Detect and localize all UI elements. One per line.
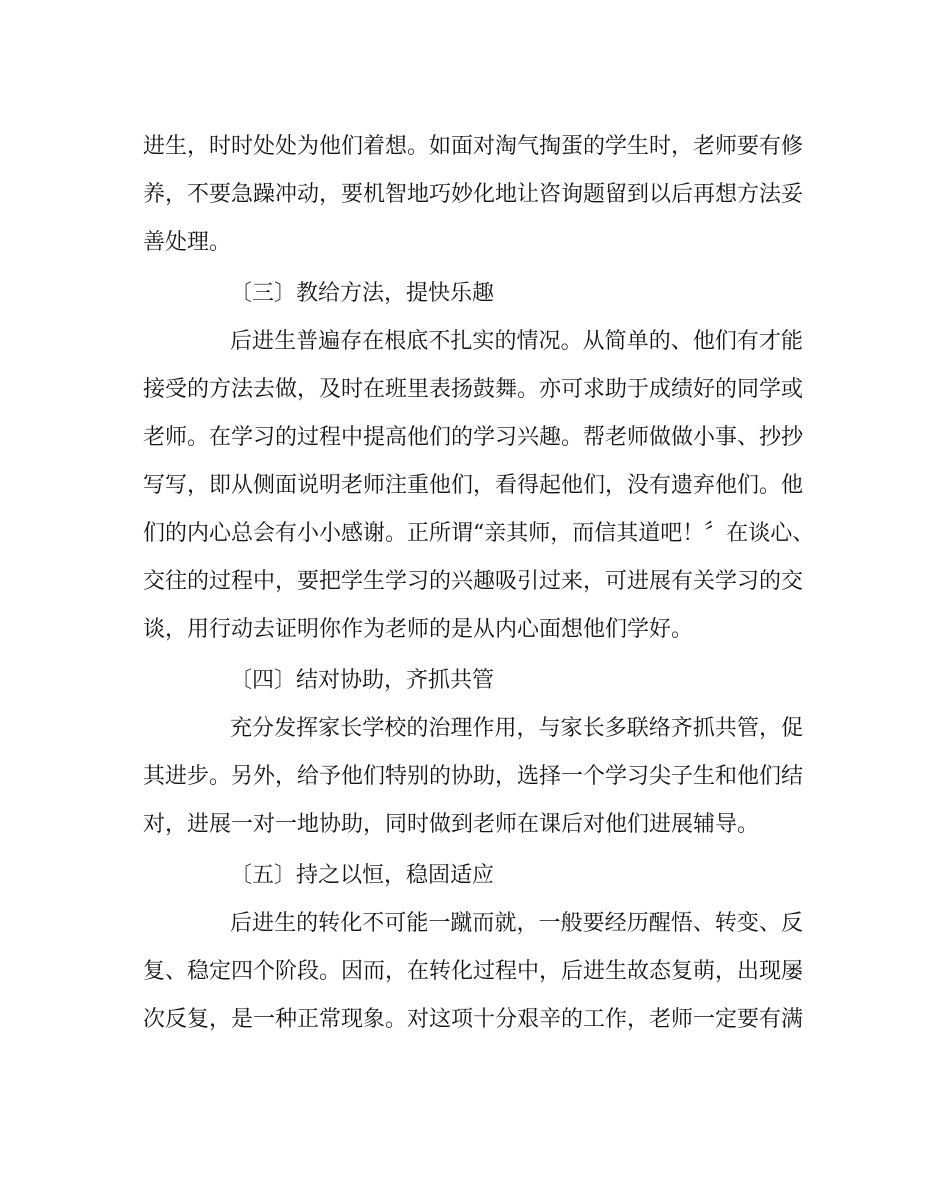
paragraph-line: 后进生普遍存在根底不扎实的情况。从简单的、他们有才能 [230,329,803,354]
paragraph-line: 复、稳定四个阶段。因而，在转化过程中，后进生故态复萌，出现屡 [143,959,804,984]
paragraph-line: 后进生的转化不可能一蹴而就，一般要经历醒悟、转变、反 [230,911,803,936]
paragraph-line: 次反复，是一种正常现象。对这项十分艰辛的工作，老师一定要有满 [143,1007,804,1032]
paragraph-line: 写写，即从侧面说明老师注重他们，看得起他们，没有遗弃他们。他 [143,473,804,498]
paragraph-line: 其进步。另外，给予他们特别的协助，选择一个学习尖子生和他们结 [143,764,804,789]
paragraph-line: 交往的过程中，要把学生学习的兴趣吸引过来，可进展有关学习的交 [143,569,804,594]
section-heading-5: 〔五〕持之以恒，稳固适应 [230,863,495,888]
section-heading-3: 〔三〕教给方法，提快乐趣 [230,281,495,306]
paragraph-line: 谈，用行动去证明你作为老师的是从内心面想他们学好。 [143,617,694,642]
section-heading-4: 〔四〕结对协助，齐抓共管 [230,668,495,693]
paragraph-line: 养，不要急躁冲动，要机智地巧妙化地让咨询题留到以后再想方法妥 [143,182,804,207]
paragraph-line: 对，进展一对一地协助，同时做到老师在课后对他们进展辅导。 [143,812,760,837]
paragraph-line: 善处理。 [143,230,232,255]
paragraph-line: 们的内心总会有小小感谢。正所谓“亲其师，而信其道吧！〞在谈心、 [143,521,815,546]
paragraph-line: 进生，时时处处为他们着想。如面对淘气掏蛋的学生时，老师要有修 [143,134,804,159]
paragraph-line: 老师。在学习的过程中提高他们的学习兴趣。帮老师做做小事、抄抄 [143,425,804,450]
paragraph-line: 接受的方法去做，及时在班里表扬鼓舞。亦可求助于成绩好的同学或 [143,377,804,402]
paragraph-line: 充分发挥家长学校的治理作用，与家长多联络齐抓共管，促 [230,716,803,741]
